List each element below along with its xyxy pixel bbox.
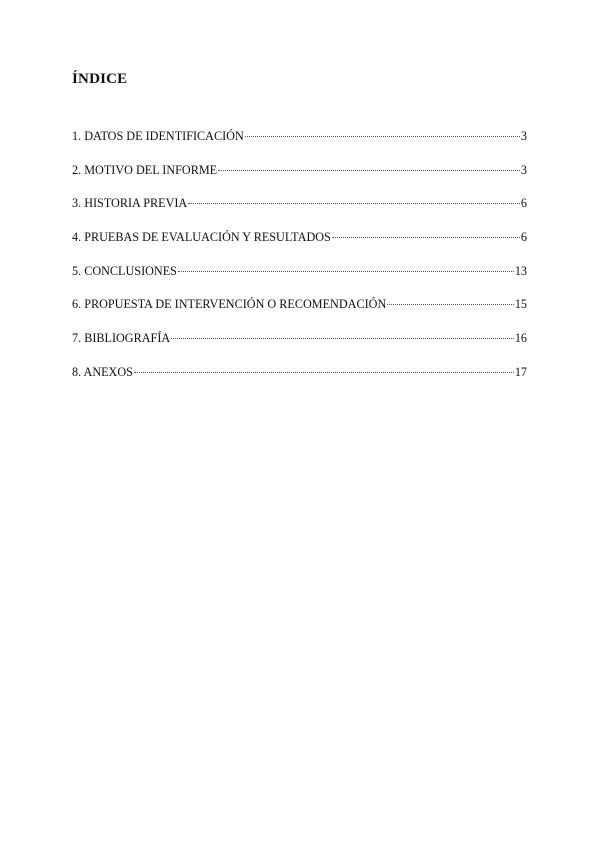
toc-entry-title: 4. PRUEBAS DE EVALUACIÓN Y RESULTADOS (72, 230, 331, 245)
toc-entry-page: 3 (520, 162, 527, 177)
dot-leader (171, 338, 514, 339)
table-of-contents (72, 129, 527, 399)
toc-entry-title: 1. DATOS DE IDENTIFICACIÓN (72, 129, 244, 143)
toc-entry-page: 6 (520, 196, 527, 211)
toc-entry-conclusiones[interactable] (72, 264, 527, 298)
dot-leader (134, 372, 514, 373)
toc-entry-historia-previa[interactable] (72, 196, 527, 230)
toc-entry-page: 6 (520, 230, 527, 245)
toc-entry-propuesta-intervencion[interactable] (72, 297, 527, 331)
dot-leader (178, 271, 514, 272)
toc-entry-page: 13 (514, 263, 527, 278)
toc-entry-page: 15 (514, 297, 527, 312)
toc-entry-motivo-informe[interactable] (72, 163, 527, 197)
toc-entry-datos-identificacion[interactable] (72, 129, 527, 163)
toc-entry-title: 6. PROPUESTA DE INTERVENCIÓN O RECOMENDACIÓN (72, 297, 387, 312)
dot-leader (387, 304, 514, 305)
dot-leader (332, 237, 520, 238)
toc-title: ÍNDICE (72, 71, 128, 87)
toc-entry-title: 2. MOTIVO DEL INFORME (72, 162, 218, 177)
toc-entry-pruebas-evaluacion[interactable] (72, 230, 527, 264)
dot-leader (218, 170, 520, 171)
toc-entry-page: 16 (514, 331, 527, 346)
toc-entry-title: 3. HISTORIA PREVIA (72, 196, 188, 211)
dot-leader (245, 136, 520, 137)
toc-entry-page: 17 (514, 364, 527, 379)
dot-leader (188, 203, 520, 204)
toc-entry-title: 5. CONCLUSIONES (72, 263, 177, 278)
toc-entry-title: 8. ANEXOS (72, 364, 133, 379)
toc-entry-bibliografia[interactable] (72, 331, 527, 365)
toc-entry-page: 3 (520, 129, 527, 143)
toc-entry-anexos[interactable] (72, 365, 527, 399)
toc-entry-title: 7. BIBLIOGRAFÍA (72, 331, 171, 346)
